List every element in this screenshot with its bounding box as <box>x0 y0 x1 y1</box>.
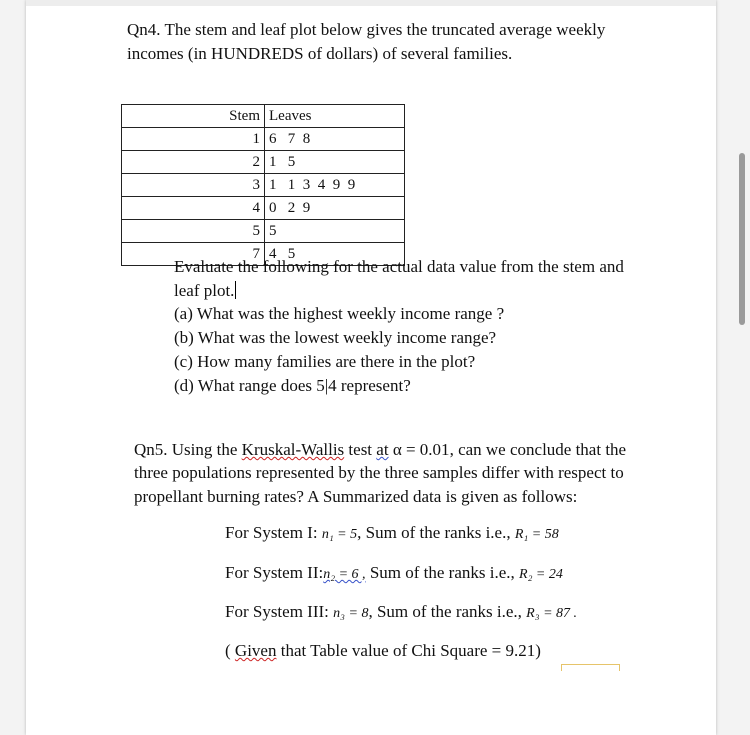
leaf-cell: 5 <box>265 220 405 243</box>
qn5-at: at <box>376 440 389 459</box>
leaf-cell: 4 5 <box>265 243 405 266</box>
system-label: For System I: <box>225 523 322 542</box>
leaf-cell: 1 1 3 4 9 9 <box>265 174 405 197</box>
stem-leaf-table <box>121 104 405 266</box>
selection-box <box>561 664 620 671</box>
qn5-keyword: Kruskal-Wallis <box>241 440 345 459</box>
evaluate-line-2[interactable] <box>174 279 236 303</box>
table-row <box>122 128 405 151</box>
given-paren: ( <box>225 641 235 660</box>
qn5-line-2: three populations represented by the three samples differ with respect to <box>134 463 624 482</box>
qn4-line-1: Qn4. The stem and leaf plot below gives the truncated average weekly <box>127 20 606 39</box>
given-line <box>225 639 541 663</box>
system-3-line <box>225 600 577 626</box>
rank-sum: R₂ = 24 <box>519 567 563 582</box>
given-text: that Table value of Chi Square = 9.21) <box>276 641 541 660</box>
stem-cell: 5 <box>222 220 265 243</box>
table-row <box>122 197 405 220</box>
text-cursor <box>235 281 236 299</box>
sample-size: n₂ = 6 , <box>323 567 366 582</box>
document-page <box>26 0 716 735</box>
scrollbar-thumb[interactable] <box>739 153 745 325</box>
previous-page-edge <box>26 0 716 6</box>
leaf-cell: 6 7 8 <box>265 128 405 151</box>
stem-cell: 7 <box>222 243 265 266</box>
qn5-line-3: propellant burning rates? A Summarized data is given as follows: <box>134 487 578 506</box>
rank-sum: R₁ = 58 <box>514 527 559 542</box>
system-text: Sum of the ranks i.e., <box>365 563 520 582</box>
header-stem: Stem <box>222 105 265 128</box>
question-c: (c) How many families are there in the plot? <box>174 352 476 371</box>
evaluate-line-2-text: leaf plot. <box>174 281 235 300</box>
table-row <box>122 220 405 243</box>
question-a: (a) What was the highest weekly income range ? <box>174 304 505 323</box>
qn5-line-1 <box>134 438 626 462</box>
qn5-alpha: α = 0.01 <box>388 440 450 459</box>
scrollbar-track[interactable] <box>733 0 750 735</box>
qn5-text: Qn5. Using the <box>134 440 242 459</box>
stem-cell: 2 <box>222 151 265 174</box>
system-text: , Sum of the ranks i.e., <box>357 523 515 542</box>
leaf-cell: 1 5 <box>265 151 405 174</box>
system-label: For System III: <box>225 602 334 621</box>
stem-cell: 3 <box>222 174 265 197</box>
question-d: (d) What range does 5|4 represent? <box>174 376 411 395</box>
qn5-text: test <box>344 440 377 459</box>
table-row <box>122 174 405 197</box>
qn5-text: , can we conclude that the <box>449 440 627 459</box>
header-leaves: Leaves <box>265 105 405 128</box>
sample-size: n₁ = 5 <box>321 527 358 542</box>
rank-sum: R₃ = 87 . <box>526 606 578 621</box>
stem-cell: 1 <box>222 128 265 151</box>
sample-size: n₃ = 8 <box>333 606 369 621</box>
stem-cell: 4 <box>222 197 265 220</box>
question-b: (b) What was the lowest weekly income range? <box>174 328 497 347</box>
system-2-line <box>225 561 563 587</box>
system-1-line <box>225 521 559 547</box>
system-text: , Sum of the ranks i.e., <box>368 602 527 621</box>
leaf-cell: 0 2 9 <box>265 197 405 220</box>
table-row <box>122 151 405 174</box>
qn4-line-2: incomes (in HUNDREDS of dollars) of several families. <box>127 44 513 63</box>
evaluate-line-1: Evaluate the following for the actual data value from the stem and <box>174 257 624 276</box>
given-word: Given <box>234 641 277 660</box>
system-label: For System II: <box>225 563 324 582</box>
table-header-row <box>122 105 405 128</box>
